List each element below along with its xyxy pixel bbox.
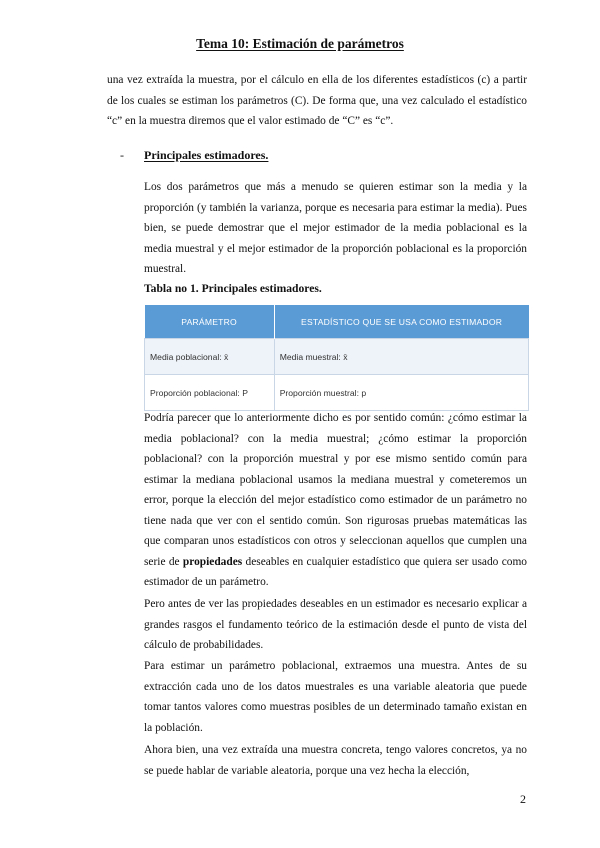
table-cell: Media muestral: x̄ [274, 339, 528, 375]
table-cell: Proporción muestral: p [274, 375, 528, 411]
paragraph-text: Podría parecer que lo anteriormente dicho es por sentido común: ¿cómo estimar la media poblacional? con la media muestral; ¿cómo estimar la proporción poblacional? con la proporción muestral y por ese mismo sentido común para estimar la mediana poblacional usamos la mediana muestral y cometeremos un error, porque la elección del mejor estadístico como estimador de un parámetro no tiene nada que ver con el sentido común. Son rigurosas pruebas matemáticas las que comparan unos estadísticos con otros y seleccionan aquellos que cumplen una serie de [144, 412, 527, 568]
bullet-marker: - [120, 148, 124, 162]
header-estimator: ESTADÍSTICO QUE SE USA COMO ESTIMADOR [274, 305, 528, 339]
header-parameter: PARÁMETRO [145, 305, 275, 339]
table-cell: Proporción poblacional: P [145, 375, 275, 411]
paragraph-text: deseables en cualquier estadístico que quiera ser usado como estimador de un parámetro. [144, 555, 527, 588]
table-row [145, 375, 529, 411]
table-caption: Tabla no 1. Principales estimadores. [144, 282, 322, 295]
section-heading [120, 148, 268, 163]
paragraph-concrete-sample: Ahora bien, una vez extraída una muestra concreta, tengo valores concretos, ya no se puede hablar de variable aleatoria, porque una vez hecha la elección, [144, 744, 527, 777]
paragraph-estimators: Los dos parámetros que más a menudo se quieren estimar son la media y la proporción (y también la varianza, porque es necesaria para estimar la media). Pues bien, se puede demostrar que el mejor estimador de la media poblacional es la media muestral y el mejor estimador de la proporción poblacional es la proporción muestral. [144, 181, 527, 275]
paragraph-sample: Para estimar un parámetro poblacional, extraemos una muestra. Antes de su extracción cada uno de los datos muestrales es una variable aleatoria que puede tomar tantos valores como muestras posibles de un determinado tamaño existan en la población. [144, 660, 527, 734]
document-title: Tema 10: Estimación de parámetros [196, 36, 404, 51]
table-cell: Media poblacional: x̄ [145, 339, 275, 375]
intro-paragraph: una vez extraída la muestra, por el cálculo en ella de los diferentes estadísticos (c) a partir de los cuales se estiman los parámetros (C). De forma que, una vez calculado el estadístico “c” en la muestra diremos que el valor estimado de “C” es “c”. [107, 74, 527, 127]
table-header-row [145, 305, 529, 339]
section-heading-text: Principales estimadores. [144, 148, 269, 162]
paragraph-properties: Pero antes de ver las propiedades deseables en un estimador es necesario explicar a grandes rasgos el fundamento teórico de la estimación desde el punto de vista del cálculo de probabilidades. [144, 598, 527, 651]
paragraph-common-sense [144, 408, 527, 593]
estimators-table [144, 305, 529, 411]
bold-term: propiedades [182, 555, 243, 568]
page-number: 2 [520, 792, 526, 806]
table-row [145, 339, 529, 375]
